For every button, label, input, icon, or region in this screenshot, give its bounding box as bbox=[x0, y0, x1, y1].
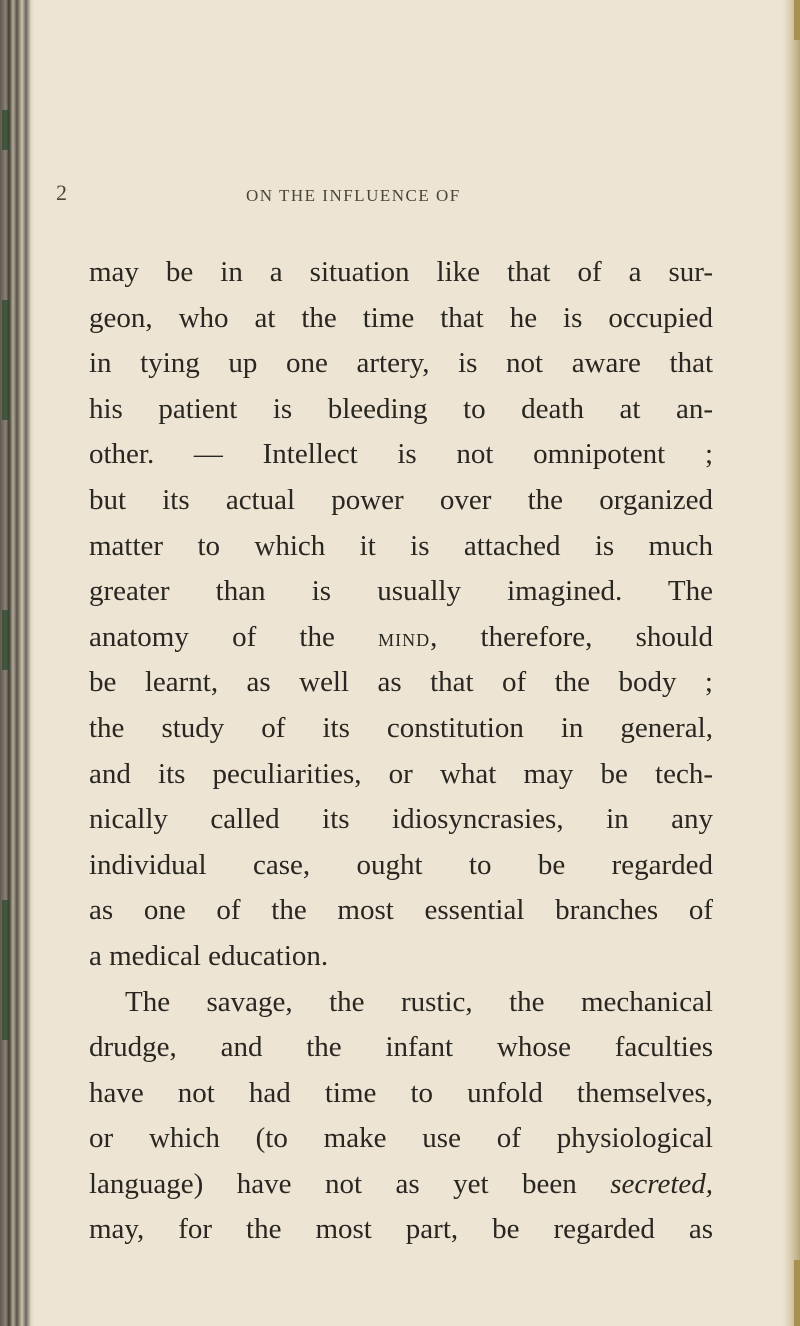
text-line: individual case, ought to be regarded bbox=[89, 848, 713, 881]
spine-binding-mark bbox=[2, 610, 9, 670]
text-line: other. — Intellect is not omnipotent ; bbox=[89, 438, 713, 471]
italic-word: secreted, bbox=[610, 1167, 713, 1200]
text-segment: , therefore, should bbox=[430, 620, 713, 653]
text-line: be learnt, as well as that of the body ; bbox=[89, 666, 713, 699]
text-line: nically called its idiosyncrasies, in any bbox=[89, 803, 713, 836]
text-segment: language) have not as yet been bbox=[89, 1167, 611, 1200]
page-edge-tab bbox=[794, 1260, 800, 1326]
text-line: and its peculiarities, or what may be tech- bbox=[89, 757, 713, 790]
text-line: may be in a situation like that of a sur- bbox=[89, 256, 713, 288]
page-number: 2 bbox=[56, 180, 67, 205]
text-line bbox=[89, 1162, 713, 1208]
page-edge-tab bbox=[794, 0, 800, 40]
text-line: geon, who at the time that he is occupied bbox=[89, 301, 713, 334]
text-line: have not had time to unfold themselves, bbox=[89, 1076, 713, 1109]
spine-binding-mark bbox=[2, 300, 9, 420]
small-caps-word: mind bbox=[378, 624, 431, 652]
text-line: greater than is usually imagined. The bbox=[89, 575, 713, 608]
spine-binding-mark bbox=[2, 900, 9, 1040]
text-line: in tying up one artery, is not aware that bbox=[89, 347, 713, 380]
book-spine-edge bbox=[0, 0, 34, 1326]
text-line: The savage, the rustic, the mechanical bbox=[125, 985, 713, 1018]
text-line: but its actual power over the organized bbox=[89, 483, 713, 516]
text-line: as one of the most essential branches of bbox=[89, 894, 713, 927]
text-line: a medical education. bbox=[89, 939, 329, 972]
text-line: may, for the most part, be regarded as bbox=[89, 1213, 713, 1246]
text-line: drudge, and the infant whose faculties bbox=[89, 1031, 713, 1064]
text-line: or which (to make use of physiological bbox=[89, 1122, 713, 1155]
page-header bbox=[56, 180, 756, 214]
text-line: the study of its constitution in general, bbox=[89, 711, 713, 744]
spine-binding-mark bbox=[2, 110, 9, 150]
text-segment: anatomy of the bbox=[89, 620, 379, 653]
running-head: ON THE INFLUENCE OF bbox=[246, 186, 461, 205]
body-text bbox=[89, 250, 713, 1253]
text-line bbox=[89, 615, 713, 661]
text-line: his patient is bleeding to death at an- bbox=[89, 392, 713, 425]
page-right-edge bbox=[782, 0, 800, 1326]
text-line: matter to which it is attached is much bbox=[89, 529, 713, 562]
